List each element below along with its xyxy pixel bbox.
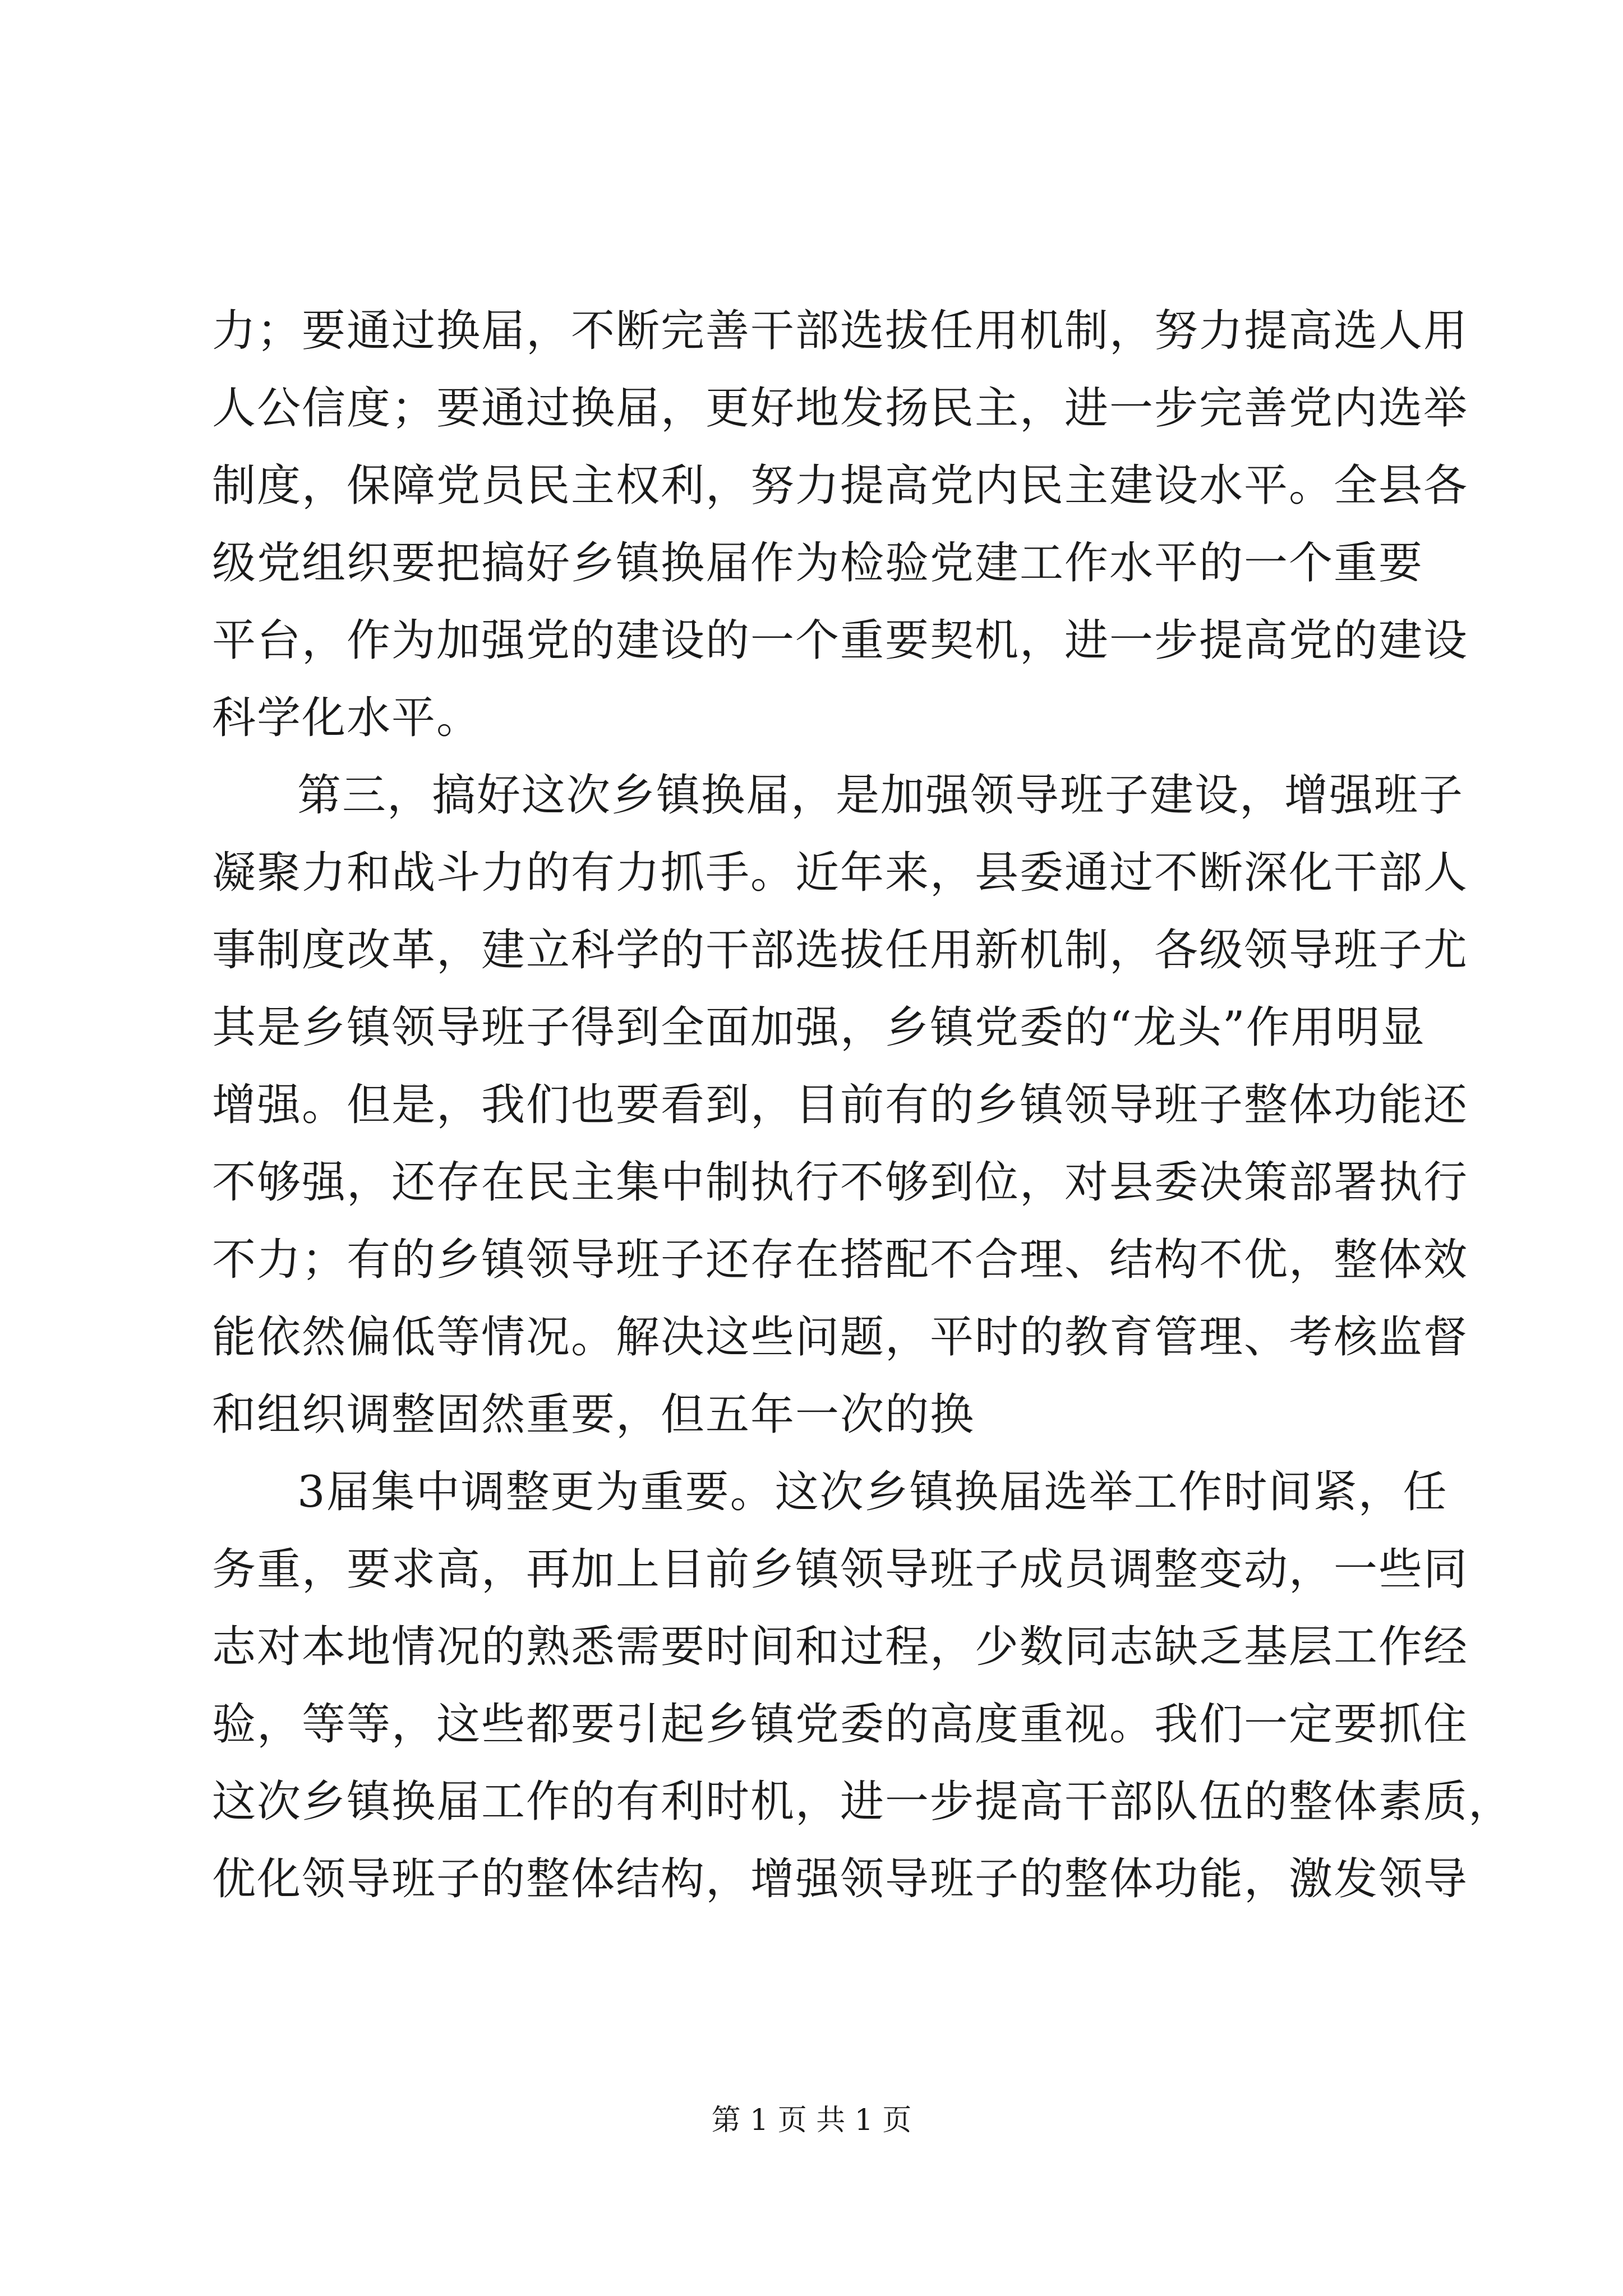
paragraph-3-line-2: 务重，要求高，再加上目前乡镇领导班子成员调整变动，一些同 (212, 1544, 1469, 1595)
paragraph-2-line-2: 凝聚力和战斗力的有力抓手。近年来，县委通过不断深化干部人 (212, 848, 1469, 898)
paragraph-1-line-5: 平台，作为加强党的建设的一个重要契机，进一步提高党的建设 (212, 615, 1469, 666)
paragraph-3-line-6: 优化领导班子的整体结构，增强领导班子的整体功能，激发领导 (212, 1854, 1469, 1904)
paragraph-2-line-7: 不力；有的乡镇领导班子还存在搭配不合理、结构不优，整体效 (212, 1235, 1469, 1285)
paragraph-2-line-5: 增强。但是，我们也要看到，目前有的乡镇领导班子整体功能还 (212, 1080, 1469, 1130)
paragraph-1-line-4: 级党组织要把搞好乡镇换届作为检验党建工作水平的一个重要 (212, 538, 1424, 588)
paragraph-1-line-3: 制度，保障党员民主权利，努力提高党内民主建设水平。全县各 (212, 461, 1469, 511)
page-number-footer: 第 1 页 共 1 页 (711, 2104, 912, 2137)
paragraph-2-line-3: 事制度改革，建立科学的干部选拔任用新机制，各级领导班子尤 (212, 925, 1469, 976)
paragraph-3-line-4: 验，等等，这些都要引起乡镇党委的高度重视。我们一定要抓住 (212, 1699, 1469, 1750)
paragraph-1-line-2: 人公信度；要通过换届，更好地发扬民主，进一步完善党内选举 (212, 383, 1469, 434)
paragraph-3-line-1: 3届集中调整更为重要。这次乡镇换届选举工作时间紧，任 (297, 1467, 1448, 1517)
paragraph-2-line-6: 不够强，还存在民主集中制执行不够到位，对县委决策部署执行 (212, 1157, 1469, 1208)
paragraph-1-line-1: 力；要通过换届，不断完善干部选拔任用机制，努力提高选人用 (212, 306, 1469, 356)
paragraph-3-line-5: 这次乡镇换届工作的有利时机，进一步提高干部队伍的整体素质， (212, 1777, 1514, 1827)
paragraph-2-line-4: 其是乡镇领导班子得到全面加强，乡镇党委的“龙头”作用明显 (212, 1002, 1426, 1053)
paragraph-2-line-8: 能依然偏低等情况。解决这些问题，平时的教育管理、考核监督 (212, 1312, 1469, 1363)
paragraph-3-line-3: 志对本地情况的熟悉需要时间和过程，少数同志缺乏基层工作经 (212, 1622, 1469, 1672)
paragraph-2-line-1: 第三，搞好这次乡镇换届，是加强领导班子建设，增强班子 (297, 770, 1464, 821)
paragraph-2-line-9: 和组织调整固然重要，但五年一次的换 (212, 1389, 975, 1440)
paragraph-1-line-6: 科学化水平。 (212, 693, 482, 743)
